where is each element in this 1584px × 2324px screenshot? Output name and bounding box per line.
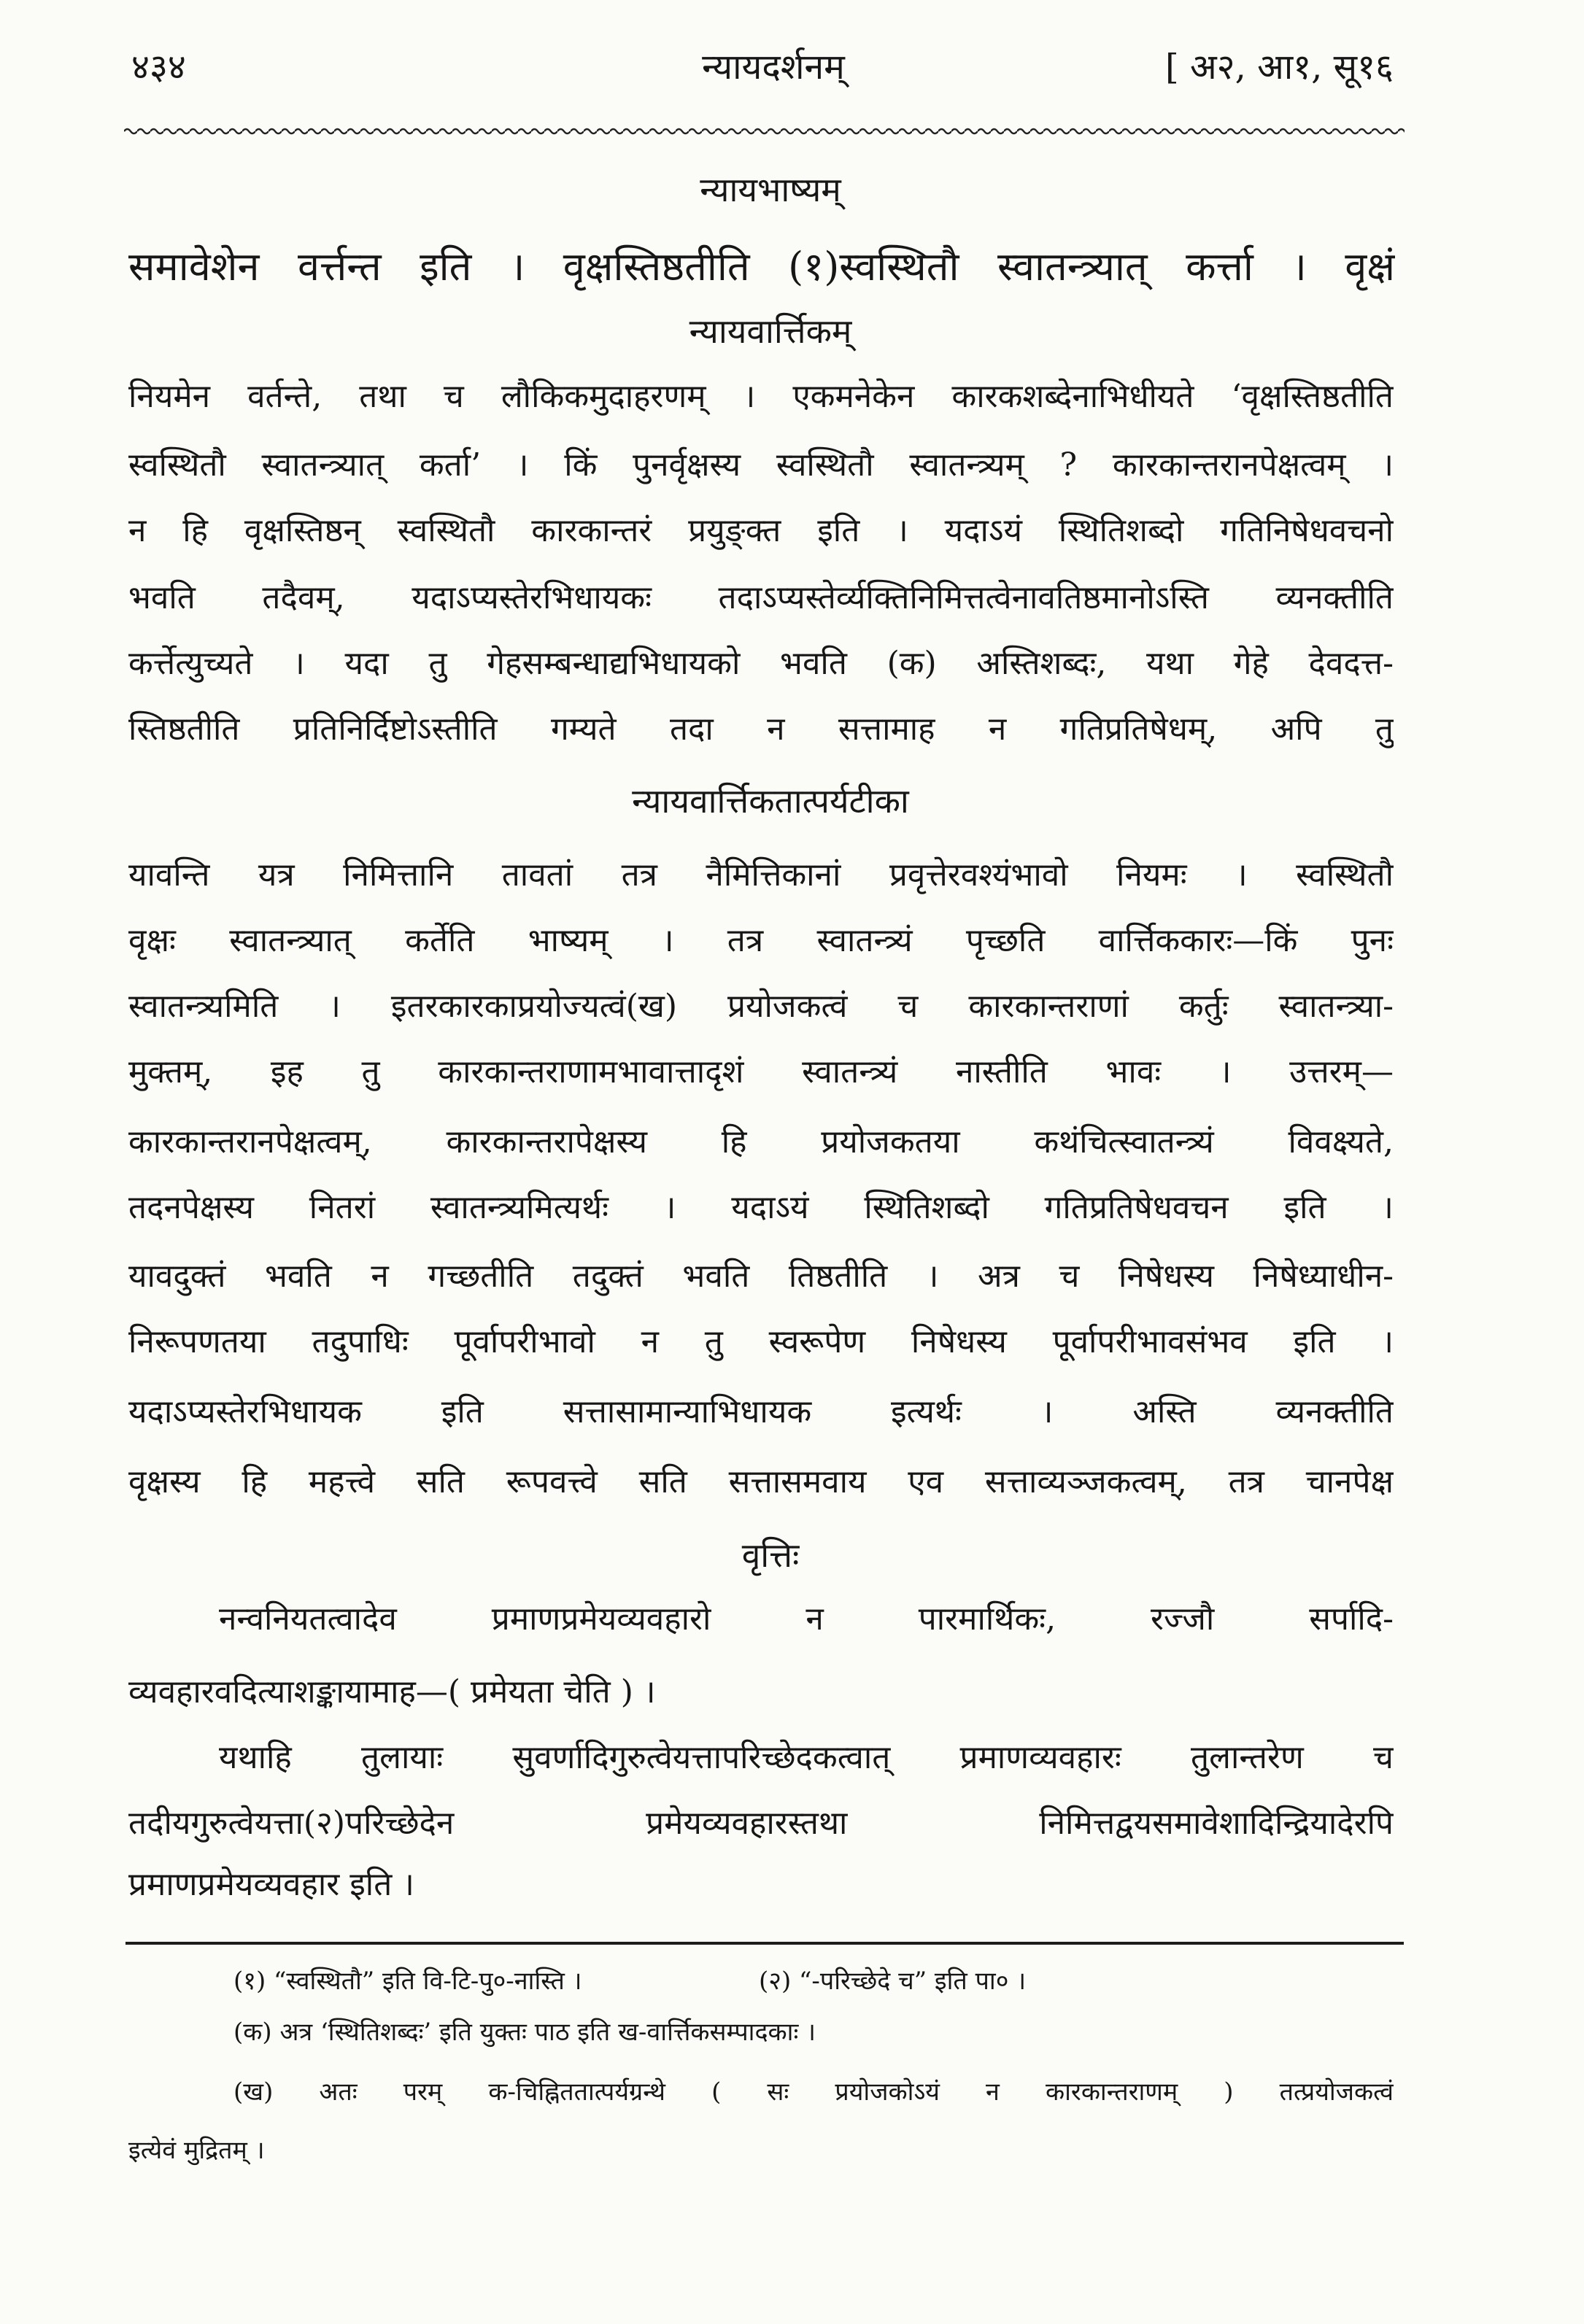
footnote-kha: (ख) अतः परम् क-चिह्निततात्पर्यग्रन्थे ( सः प्रयोजकोऽयं न कारकान्तराणम् ) तत्प्रयोजकत्वं xyxy=(233,2077,1394,2107)
vartika-line: स्तिष्ठतीति प्रतिनिर्दिष्टोऽस्तीति गम्यते तदा न सत्तामाह न गतिप्रतिषेधम्, अपि तु xyxy=(128,710,1394,748)
vartika-line: स्वस्थितौ स्वातन्त्र्यात् कर्ता’ । किं पुनर्वृक्षस्य स्वस्थितौ स्वातन्त्र्यम् ? कारकान्तरानपेक्षत्वम् । xyxy=(128,446,1394,484)
vritti-line: नन्वनियतत्वादेव प्रमाणप्रमेयव्यवहारो न पारमार्थिकः, रज्जौ सर्पादि- xyxy=(219,1600,1394,1638)
footnote-separator-rule xyxy=(125,1942,1404,1945)
bhashya-heading: न्यायभाष्यम् xyxy=(700,170,841,209)
tatparya-line: वृक्षः स्वातन्त्र्यात् कर्तेति भाष्यम् । तत्र स्वातन्त्र्यं पृच्छति वार्त्तिककारः—किं पुनः xyxy=(128,922,1394,959)
vartika-heading: न्यायवार्त्तिकम् xyxy=(689,311,852,351)
vartika-line: भवति तदैवम्, यदाऽप्यस्तेरभिधायकः तदाऽप्यस्तेर्व्यक्तिनिमित्तत्वेनावतिष्ठमानोऽस्ति व्यनक्तीति xyxy=(128,579,1394,616)
tatparya-line: मुक्तम्, इह तु कारकान्तराणामभावात्तादृशं स्वातन्त्र्यं नास्तीति भावः । उत्तरम्— xyxy=(128,1053,1394,1091)
vritti-line: प्रमाणप्रमेयव्यवहार इति । xyxy=(128,1866,414,1903)
tatparya-line: वृक्षस्य हि महत्त्वे सति रूपवत्त्वे सति सत्तासमवाय एव सत्ताव्यञ्जकत्वम्, तत्र चानपेक्ष xyxy=(128,1463,1394,1500)
vartika-line: न हि वृक्षस्तिष्ठन् स्वस्थितौ कारकान्तरं प्रयुङ्क्त इति । यदाऽयं स्थितिशब्दो गतिनिषेधवचनो xyxy=(128,512,1394,549)
tatparya-line: यदाऽप्यस्तेरभिधायक इति सत्तासामान्याभिधायक इत्यर्थः । अस्ति व्यनक्तीति xyxy=(128,1393,1394,1430)
vartika-line: कर्त्तेत्युच्यते । यदा तु गेहसम्बन्धाद्यभिधायको भवति (क) अस्तिशब्दः, यथा गेहे देवदत्त- xyxy=(128,645,1394,682)
tatparya-heading: न्यायवार्त्तिकतात्पर्यटीका xyxy=(632,781,909,821)
vritti-line: व्यवहारवदित्याशङ्कायामाह—( प्रमेयता चेति ) । xyxy=(128,1673,656,1711)
footnote-2: (२) “-परिच्छेदे च” इति पा० । xyxy=(759,1967,1027,1996)
tatparya-line: कारकान्तरानपेक्षत्वम्, कारकान्तरापेक्षस्य हि प्रयोजकतया कथंचित्स्वातन्त्र्यं विवक्ष्यते, xyxy=(128,1123,1394,1161)
tatparya-line: यावदुक्तं भवति न गच्छतीति तदुक्तं भवति तिष्ठतीति । अत्र च निषेधस्य निषेध्याधीन- xyxy=(128,1258,1394,1295)
vritti-heading: वृत्तिः xyxy=(741,1535,800,1575)
footnote-kha-continued: इत्येवं मुद्रितम् । xyxy=(128,2136,265,2165)
section-reference: [ अ२, आ१, सू१६ xyxy=(1164,47,1394,88)
tatparya-line: यावन्ति यत्र निमित्तानि तावतां तत्र नैमित्तिकानां प्रवृत्तेरवश्यंभावो नियमः । स्वस्थितौ xyxy=(128,856,1394,894)
running-title: न्यायदर्शनम् xyxy=(702,47,845,88)
vartika-line: नियमेन वर्तन्ते, तथा च लौकिकमुदाहरणम् । एकमनेकेन कारकशब्देनाभिधीयते ‘वृक्षस्तिष्ठतीति xyxy=(128,378,1394,415)
footnote-1: (१) “स्वस्थितौ” इति वि-टि-पु०-नास्ति । xyxy=(233,1967,582,1996)
footnote-ka: (क) अत्र ‘स्थितिशब्दः’ इति युक्तः पाठ इति ख-वार्त्तिकसम्पादकाः । xyxy=(233,2018,816,2047)
vritti-line: यथाहि तुलायाः सुवर्णादिगुरुत्वेयत्तापरिच्छेदकत्वात् प्रमाणव्यवहारः तुलान्तरेण च xyxy=(219,1739,1394,1776)
tatparya-line: निरूपणतया तदुपाधिः पूर्वापरीभावो न तु स्वरूपेण निषेधस्य पूर्वापरीभावसंभव इति । xyxy=(128,1323,1394,1360)
tatparya-line: स्वातन्त्र्यमिति । इतरकारकाप्रयोज्यत्वं(ख) प्रयोजकत्वं च कारकान्तराणां कर्तुः स्वातन्त्र्या- xyxy=(128,988,1394,1025)
vritti-line: तदीयगुरुत्वेयत्ता(२)परिच्छेदेन प्रमेयव्यवहारस्तथा निमित्तद्वयसमावेशादिन्द्रियादेरपि xyxy=(128,1805,1394,1842)
page-number: ४३४ xyxy=(131,47,186,88)
bhashya-line: समावेशेन वर्त्तन्त इति । वृक्षस्तिष्ठतीति (१)स्वस्थितौ स्वातन्त्र्यात् कर्त्ता । वृक्षं xyxy=(128,244,1395,290)
tatparya-line: तदनपेक्षस्य नितरां स्वातन्त्र्यमित्यर्थः । यदाऽयं स्थितिशब्दो गतिप्रतिषेधवचन इति । xyxy=(128,1189,1394,1226)
header-wavy-rule xyxy=(124,125,1405,137)
